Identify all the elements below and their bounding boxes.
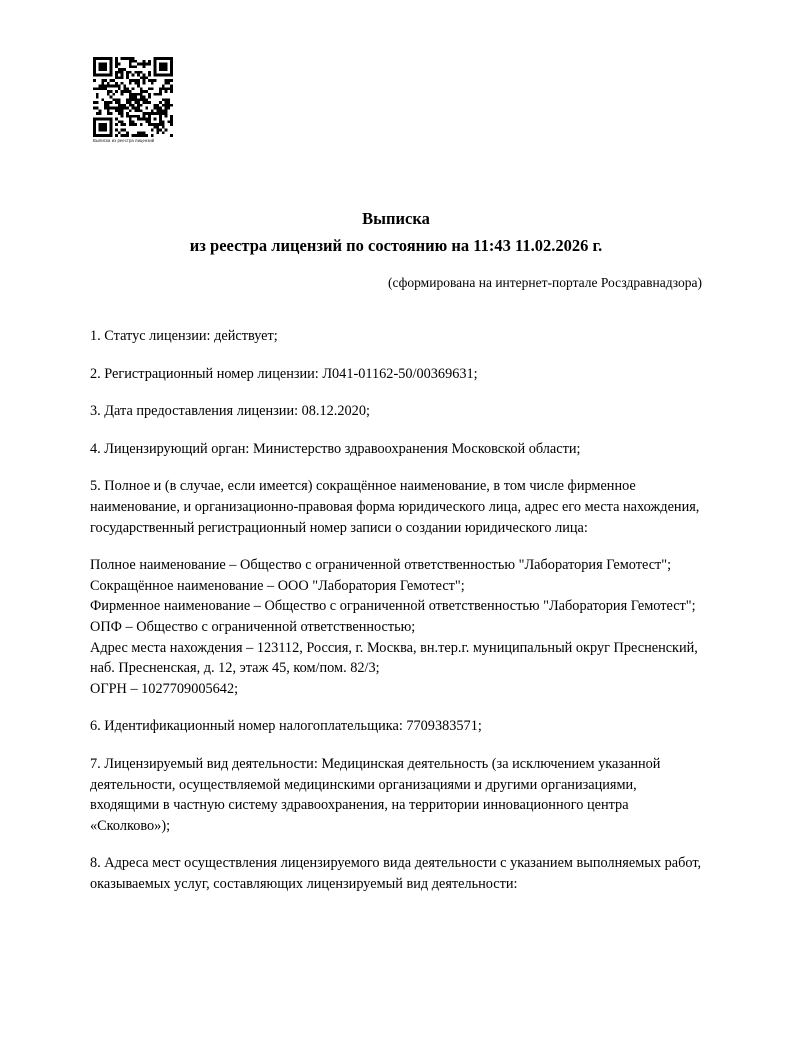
- entity-short-name: Сокращённое наименование – ООО "Лаборатория Гемотест";: [90, 577, 465, 594]
- clause-5-names-heading: 5. Полное и (в случае, если имеется) сокращённое наименование, в том числе фирменное наименование, и организационно-правовая форма юридического лица, адрес его места нахождения, государственный регистрационный номер записи о создании юридического лица:: [90, 478, 700, 536]
- clause-7-activity-type: 7. Лицензируемый вид деятельности: Медицинская деятельность (за исключением указанной деятельности, осуществляемой медицинскими организациями и другими организациями, входящими в частную систему здравоохранения, на территории инновационного центра «Сколково»);: [90, 755, 661, 834]
- clause-1-status: 1. Статус лицензии: действует;: [90, 328, 278, 344]
- entity-ogrn: ОГРН – 1027709005642;: [90, 680, 239, 697]
- clause-2-license-number: 2. Регистрационный номер лицензии: Л041-01162-50/00369631;: [90, 365, 478, 382]
- clause-8-addresses-heading: 8. Адреса мест осуществления лицензируемого вида деятельности с указанием выполняемых работ, оказываемых услуг, составляющих лицензируемый вид деятельности:: [90, 855, 702, 892]
- title-line-2: из реестра лицензий по состоянию на 11:43 11.02.2026 г.: [189, 236, 603, 255]
- qr-code-icon: [93, 57, 173, 137]
- clause-4-licensing-authority: 4. Лицензирующий орган: Министерство здравоохранения Московской области;: [90, 440, 581, 457]
- title-subtitle: (сформирована на интернет-портале Росздравнадзора): [387, 275, 702, 290]
- entity-address: Адрес места нахождения – 123112, Россия, г. Москва, вн.тер.г. муниципальный округ Пресненский, наб. Пресненская, д. 12, этаж 45, ком/пом. 82/3;: [90, 639, 698, 677]
- qr-code-caption: Выписка из реестра лицензий: [93, 138, 155, 143]
- page-title: [90, 205, 702, 259]
- qr-code-block: [93, 57, 173, 154]
- clause-6-inn: 6. Идентификационный номер налогоплательщика: 7709383571;: [90, 718, 482, 735]
- entity-full-name: Полное наименование – Общество с ограниченной ответственностью "Лаборатория Гемотест";: [90, 557, 672, 574]
- entity-brand-name: Фирменное наименование – Общество с ограниченной ответственностью "Лаборатория Гемотест";: [90, 598, 696, 615]
- entity-details: [90, 555, 708, 699]
- clause-3-issue-date: 3. Дата предоставления лицензии: 08.12.2020;: [90, 403, 370, 420]
- entity-legal-form: ОПФ – Общество с ограниченной ответственностью;: [90, 618, 416, 635]
- title-line-1: Выписка: [362, 209, 430, 228]
- document-body: [90, 326, 708, 911]
